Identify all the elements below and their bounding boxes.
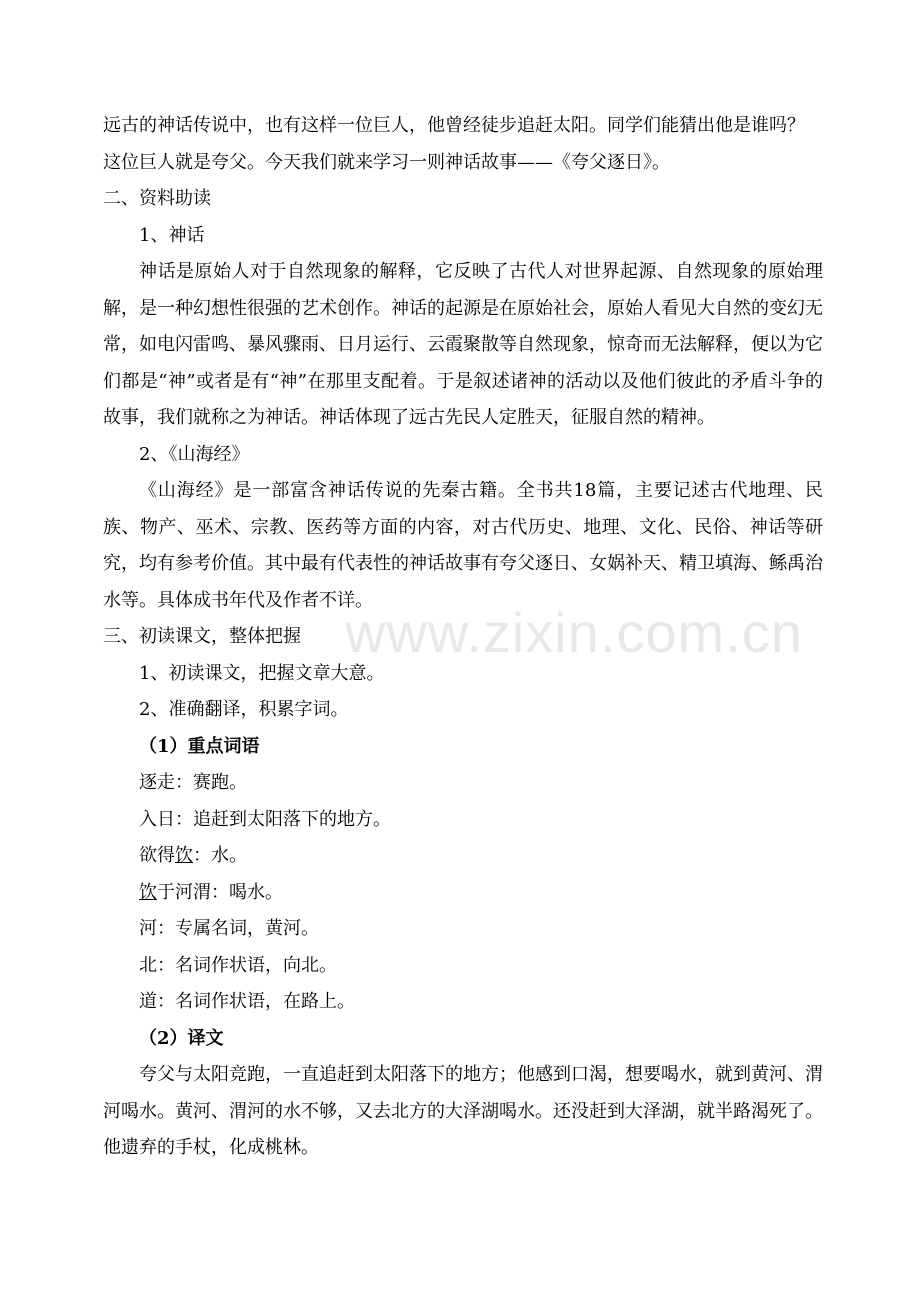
word-entry: 北：名词作状语，向北。 — [139, 954, 337, 976]
word-entry: 逐走：赛跑。 — [139, 772, 247, 793]
document-body — [103, 108, 823, 1167]
word-entry: 入日：追赶到太阳落下的地方。 — [139, 808, 391, 830]
section-2-sub-1: 1、神话 — [139, 224, 205, 246]
word-entry — [103, 875, 823, 912]
translation-heading: （2）译文 — [139, 1027, 224, 1049]
myth-paragraph: 神话是原始人对于自然现象的解释，它反映了古代人对世界起源、自然现象的原始理解，是一种幻想性很强的艺术创作。神话的起源是在原始社会，原始人看见大自然的变幻无常，如电闪雷鸣、暴风骤雨、日月运行、云霞聚散等自然现象，惊奇而无法解释，便以为它们都是“神”或者是有“神”在那里支配着。于是叙述诸神的活动以及他们彼此的矛盾斗争的故事，我们就称之为神话。神话体现了远古先民人定胜天，征服自然的精神。 — [103, 261, 823, 428]
intro-line-2: 这位巨人就是夸父。今天我们就来学习一则神话故事——《夸父逐日》。 — [103, 151, 670, 173]
section-3-item-2: 2、准确翻译，积累字词。 — [139, 699, 349, 720]
word-text: 于河渭：喝水。 — [157, 881, 283, 903]
underlined-word: 饮 — [139, 881, 157, 903]
section-2-heading: 二、资料助读 — [103, 188, 211, 209]
translation-paragraph: 夸父与太阳竞跑，一直追赶到太阳落下的地方；他感到口渴，想要喝水，就到黄河、渭河喝水。黄河、渭河的水不够，又去北方的大泽湖喝水。还没赶到大泽湖，就半路渴死了。他遗弃的手杖，化成桃林。 — [103, 1064, 823, 1158]
word-entry — [103, 838, 823, 875]
underlined-word: 饮 — [175, 845, 193, 866]
watermark: www.zixin.com.cn — [345, 601, 803, 664]
word-entry: 道：名词作状语，在路上。 — [139, 991, 355, 1012]
section-3-heading: 三、初读课文，整体把握 — [103, 626, 301, 647]
intro-line-1: 远古的神话传说中，也有这样一位巨人，他曾经徒步追赶太阳。同学们能猜出他是谁吗？ — [103, 115, 805, 136]
section-3-item-1: 1、初读课文，把握文章大意。 — [139, 662, 385, 684]
section-2-sub-2: 2、《山海经》 — [139, 443, 250, 465]
word-entry: 河：专属名词，黄河。 — [139, 918, 319, 939]
shanhaijing-paragraph: 《山海经》是一部富含神话传说的先秦古籍。全书共18篇，主要记述古代地理、民族、物产、巫术、宗教、医药等方面的内容，对古代历史、地理、文化、民俗、神话等研究，均有参考价值。其中最有代表性的神话故事有夸父逐日、女娲补天、精卫填海、鲧禹治水等。具体成书年代及作者不详。 — [103, 480, 823, 611]
word-text: ：水。 — [193, 845, 247, 866]
key-words-heading: （1）重点词语 — [139, 735, 260, 757]
word-text: 欲得 — [139, 845, 175, 866]
